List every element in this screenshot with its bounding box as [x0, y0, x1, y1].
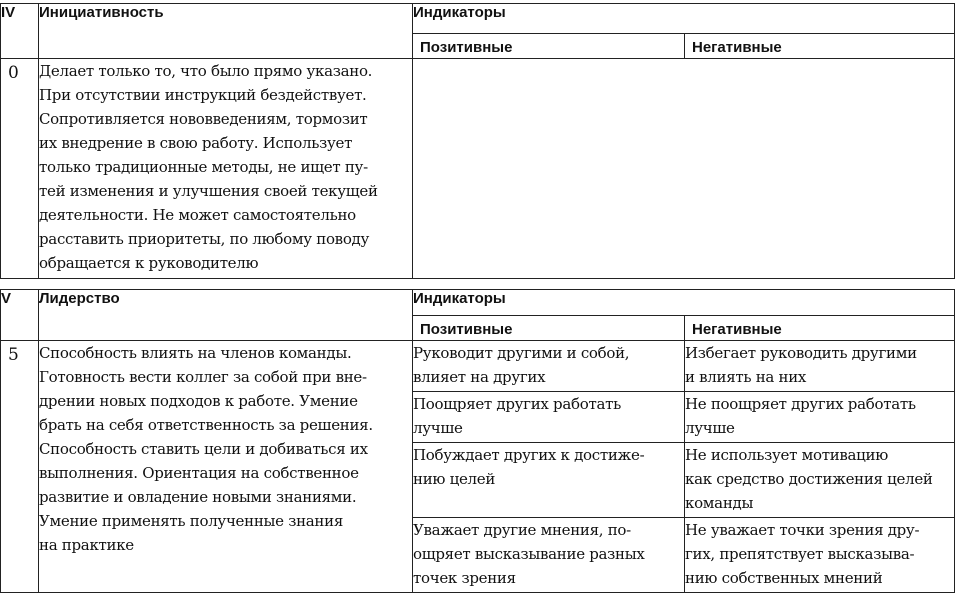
negative-header: Негативные	[685, 316, 955, 341]
empty-indicators-cell	[413, 59, 955, 279]
indicator-line: Не уважает точки зрения дру-	[685, 521, 920, 539]
description-line: Сопротивляется нововведениям, тормозит	[39, 110, 368, 128]
indicator-line: Руководит другими и собой,	[413, 344, 630, 362]
description-line: Способность ставить цели и добиваться их	[39, 440, 368, 458]
competency-title: Лидерство	[39, 290, 413, 341]
score-description	[39, 341, 413, 593]
positive-header: Позитивные	[413, 34, 685, 59]
indicator-line: лучше	[413, 419, 463, 437]
indicator-line: как средство достижения целей	[685, 470, 933, 488]
description-line: брать на себя ответственность за решения.	[39, 416, 373, 434]
positive-header: Позитивные	[413, 316, 685, 341]
indicator-line: Не использует мотивацию	[685, 446, 888, 464]
indicator-line: нию целей	[413, 470, 496, 488]
description-line: При отсутствии инструкций бездействует.	[39, 86, 367, 104]
positive-indicator	[413, 443, 685, 518]
indicator-line: Поощряет других работать	[413, 395, 621, 413]
indicator-line: и влиять на них	[685, 368, 807, 386]
indicator-line: Побуждает других к достиже-	[413, 446, 645, 464]
positive-indicator	[413, 341, 685, 392]
positive-indicator	[413, 392, 685, 443]
competency-level: V	[1, 290, 39, 341]
indicator-line: Уважает другие мнения, по-	[413, 521, 631, 539]
indicator-line: точек зрения	[413, 569, 516, 587]
indicator-line: влияет на других	[413, 368, 546, 386]
negative-header: Негативные	[685, 34, 955, 59]
description-line: на практике	[39, 536, 134, 554]
indicators-header: Индикаторы	[413, 290, 955, 316]
score-cell: 5	[1, 341, 39, 593]
negative-indicator	[685, 443, 955, 518]
description-line: расставить приоритеты, по любому поводу	[39, 230, 370, 248]
description-line: только традиционные методы, не ищет пу-	[39, 158, 368, 176]
competency-table-leadership	[0, 289, 955, 593]
description-line: дрении новых подходов к работе. Умение	[39, 392, 358, 410]
indicator-line: нию собственных мнений	[685, 569, 883, 587]
description-line: Способность влиять на членов команды.	[39, 344, 352, 362]
description-line: Умение применять полученные знания	[39, 512, 343, 530]
indicator-line: гих, препятствует высказыва-	[685, 545, 915, 563]
indicators-header: Индикаторы	[413, 4, 955, 34]
indicator-line: лучше	[685, 419, 735, 437]
indicator-line: команды	[685, 494, 754, 512]
indicator-line: Избегает руководить другими	[685, 344, 917, 362]
description-line: выполнения. Ориентация на собственное	[39, 464, 359, 482]
competency-table-initiative	[0, 3, 955, 279]
score-cell: 0	[1, 59, 39, 279]
description-line: деятельности. Не может самостоятельно	[39, 206, 356, 224]
indicator-line: ощряет высказывание разных	[413, 545, 645, 563]
description-line: тей изменения и улучшения своей текущей	[39, 182, 378, 200]
description-line: обращается к руководителю	[39, 254, 259, 272]
description-line: развитие и овладение новыми знаниями.	[39, 488, 357, 506]
description-line: их внедрение в свою работу. Использует	[39, 134, 353, 152]
description-line: Готовность вести коллег за собой при вне-	[39, 368, 367, 386]
competency-title: Инициативность	[39, 4, 413, 59]
negative-indicator	[685, 341, 955, 392]
description-line: Делает только то, что было прямо указано.	[39, 62, 373, 80]
score-description	[39, 59, 413, 279]
negative-indicator	[685, 392, 955, 443]
indicator-line: Не поощряет других работать	[685, 395, 916, 413]
positive-indicator	[413, 518, 685, 593]
negative-indicator	[685, 518, 955, 593]
competency-level: IV	[1, 4, 39, 59]
